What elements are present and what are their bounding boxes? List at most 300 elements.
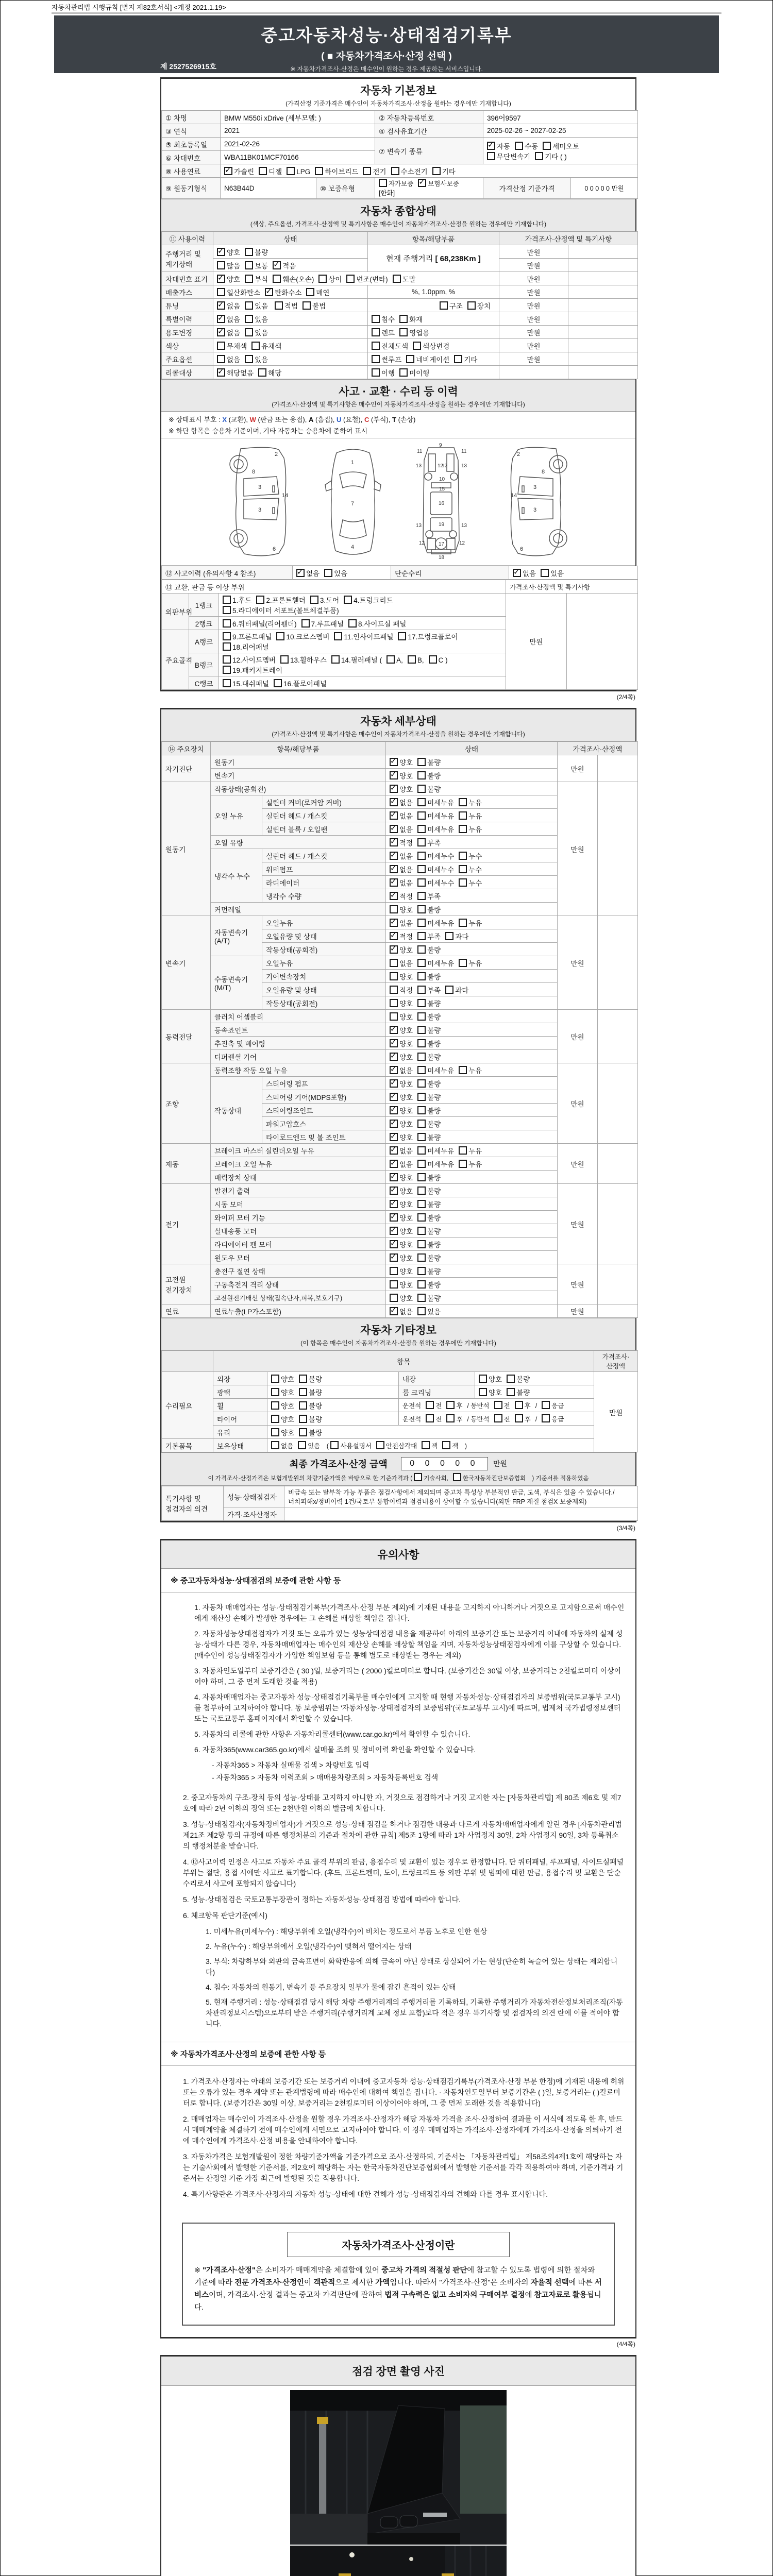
checkbox-unchecked[interactable]	[535, 152, 543, 160]
checkbox-unchecked[interactable]	[223, 679, 231, 687]
checkbox-checked[interactable]	[390, 1307, 398, 1315]
checkbox-checked[interactable]	[217, 248, 225, 256]
checkbox-unchecked[interactable]	[417, 1093, 426, 1101]
table-cell: 동력전달	[162, 1010, 211, 1063]
checkbox-unchecked[interactable]	[417, 905, 426, 913]
checkbox-unchecked[interactable]	[417, 1280, 426, 1289]
checkbox-unchecked[interactable]	[223, 596, 231, 604]
checkbox-checked[interactable]	[390, 825, 398, 833]
checkbox-unchecked[interactable]	[446, 1414, 455, 1422]
table-cell: 2랭크	[189, 617, 219, 630]
notice-criteria: 3. 부식: 차량하부와 외판의 금속표면이 화학반응에 의해 금속이 아닌 상태로 상실되어 가는 현상(단순히 녹슬어 있는 상태는 제외합니다)	[206, 1957, 618, 1976]
fuel-checks	[221, 164, 638, 178]
table-cell: 수리필요	[162, 1372, 213, 1439]
checkbox-unchecked[interactable]	[271, 1388, 279, 1396]
checkbox-unchecked[interactable]	[245, 328, 253, 336]
checkbox-checked[interactable]	[217, 328, 225, 336]
checkbox-unchecked[interactable]	[459, 1066, 467, 1074]
checkbox-label: 1.후드	[232, 597, 252, 604]
inspection-photos	[161, 2386, 635, 2576]
checkbox-checked[interactable]	[217, 275, 225, 283]
text-segment: 에 참고할 수 있도록 법령에 의한 절차와 기준에 따라	[194, 2266, 595, 2287]
checkbox-checked[interactable]	[513, 569, 521, 577]
checkbox-unchecked[interactable]	[310, 596, 318, 604]
checkbox-checked[interactable]	[390, 1053, 398, 1061]
checkbox-label: 미이행	[409, 369, 430, 377]
checkbox-unchecked[interactable]	[417, 1120, 426, 1128]
checkbox-option	[273, 274, 314, 284]
checkbox-unchecked[interactable]	[417, 1026, 426, 1034]
checkbox-unchecked[interactable]	[372, 342, 380, 350]
checkbox-checked[interactable]	[390, 878, 398, 887]
checkbox-checked[interactable]	[390, 785, 398, 793]
checkbox-checked[interactable]	[217, 368, 225, 377]
checkbox-unchecked[interactable]	[390, 905, 398, 913]
checkbox-unchecked[interactable]	[417, 1227, 426, 1235]
checkbox-unchecked[interactable]	[445, 986, 453, 994]
table-header-cell: 항목/해당부품	[368, 232, 499, 245]
checkbox-option	[535, 1402, 537, 1410]
checkbox-unchecked[interactable]	[417, 1253, 426, 1262]
price-survey-select: ( ■ 자동차가격조사·산정 선택 )	[321, 51, 452, 62]
checkbox-unchecked[interactable]	[442, 1441, 450, 1449]
checkbox-checked[interactable]	[390, 1213, 398, 1222]
model-year-value: 2021	[221, 124, 375, 138]
checkbox-unchecked[interactable]	[372, 315, 380, 323]
checkbox-label: 불량	[427, 1120, 441, 1128]
checkbox-label: 적정	[399, 986, 413, 994]
checkbox-unchecked[interactable]	[399, 368, 408, 377]
checkbox-label: 누유	[468, 1066, 482, 1075]
checkbox-unchecked[interactable]	[306, 288, 314, 296]
checkbox-unchecked[interactable]	[298, 1441, 306, 1449]
svg-text:11: 11	[461, 449, 467, 454]
checkbox-label: 19.패키지트레이	[232, 667, 283, 674]
checkbox-unchecked[interactable]	[299, 1388, 307, 1396]
checkbox-label: 무채색	[227, 342, 247, 350]
checkbox-label: 부족	[427, 839, 441, 847]
checkbox-unchecked[interactable]	[494, 1401, 502, 1409]
svg-text:12: 12	[442, 463, 448, 469]
table-cell	[399, 1399, 594, 1412]
checkbox-unchecked[interactable]	[417, 811, 426, 820]
checkbox-unchecked[interactable]	[372, 355, 380, 363]
checkbox-checked[interactable]	[390, 758, 398, 766]
checkbox-unchecked[interactable]	[459, 959, 467, 967]
checkbox-unchecked[interactable]	[223, 666, 231, 674]
checkbox-unchecked[interactable]	[417, 1160, 426, 1168]
checkbox-unchecked[interactable]	[459, 811, 467, 820]
checkbox-option	[245, 327, 268, 337]
checkbox-option	[390, 1025, 413, 1035]
checkbox-unchecked[interactable]	[417, 1307, 426, 1315]
checkbox-checked[interactable]	[390, 865, 398, 873]
checkbox-unchecked[interactable]	[494, 1414, 502, 1422]
checkbox-unchecked[interactable]	[390, 959, 398, 967]
checkbox-unchecked[interactable]	[417, 1267, 426, 1275]
checkbox-unchecked[interactable]	[417, 1146, 426, 1155]
checkbox-checked[interactable]	[390, 1039, 398, 1047]
checkbox-unchecked[interactable]	[217, 355, 225, 363]
checkbox-unchecked[interactable]	[417, 945, 426, 954]
checkbox-unchecked[interactable]	[271, 1375, 279, 1383]
checkbox-checked[interactable]	[390, 1120, 398, 1128]
checkbox-checked[interactable]	[390, 838, 398, 846]
checkbox-unchecked[interactable]	[417, 999, 426, 1007]
checkbox-unchecked[interactable]	[217, 261, 225, 269]
checkbox-unchecked[interactable]	[299, 1401, 307, 1410]
checkbox-checked[interactable]	[390, 932, 398, 940]
checkbox-unchecked[interactable]	[245, 248, 253, 256]
checkbox-checked[interactable]	[265, 288, 273, 296]
checkbox-checked[interactable]	[390, 1187, 398, 1195]
checkbox-unchecked[interactable]	[422, 1441, 430, 1449]
checkbox-unchecked[interactable]	[223, 655, 231, 664]
emission-values: %, 1.0ppm, %	[368, 285, 499, 299]
checkbox-unchecked[interactable]	[459, 1146, 467, 1155]
checkbox-unchecked[interactable]	[417, 785, 426, 793]
checkbox-unchecked[interactable]	[417, 771, 426, 779]
checkbox-unchecked[interactable]	[417, 1213, 426, 1222]
checkbox-unchecked[interactable]	[324, 569, 332, 577]
checkbox-label: 불량	[427, 973, 441, 981]
checkbox-checked[interactable]	[217, 315, 225, 323]
checkbox-checked[interactable]	[390, 798, 398, 806]
checkbox-unchecked[interactable]	[417, 919, 426, 927]
checkbox-checked[interactable]	[390, 1240, 398, 1248]
table-cell	[568, 299, 638, 312]
checkbox-checked[interactable]	[217, 301, 225, 310]
checkbox-unchecked[interactable]	[459, 852, 467, 860]
checkbox-unchecked[interactable]	[276, 632, 284, 640]
checkbox-unchecked[interactable]	[417, 1187, 426, 1195]
checkbox-unchecked[interactable]	[417, 1133, 426, 1141]
checkbox-checked[interactable]	[390, 852, 398, 860]
page-1	[160, 77, 636, 2576]
checkbox-checked[interactable]	[390, 1093, 398, 1101]
checkbox-label: 불량	[309, 1429, 323, 1437]
checkbox-unchecked[interactable]	[417, 838, 426, 846]
odometer-value: 현재 주행거리 [ 68,238Km ]	[368, 245, 499, 272]
checkbox-unchecked[interactable]	[245, 355, 253, 363]
checkbox-label: 무단변속기	[497, 152, 531, 161]
checkbox-label: 14.필러패널 (	[341, 656, 382, 664]
table-cell	[386, 1104, 558, 1117]
checkbox-unchecked[interactable]	[417, 1066, 426, 1074]
final-price-unit: 만원	[493, 1460, 508, 1468]
checkbox-unchecked[interactable]	[344, 596, 352, 604]
checkbox-unchecked[interactable]	[217, 288, 225, 296]
checkbox-unchecked[interactable]	[417, 825, 426, 833]
checkbox-unchecked[interactable]	[390, 1267, 398, 1275]
checkbox-unchecked[interactable]	[223, 606, 231, 614]
checkbox-option	[417, 1172, 441, 1182]
checkbox-unchecked[interactable]	[251, 342, 260, 350]
checkbox-unchecked[interactable]	[245, 301, 253, 310]
checkbox-checked[interactable]	[273, 261, 281, 269]
checkbox-unchecked[interactable]	[274, 679, 282, 687]
table-cell	[213, 285, 368, 299]
checkbox-unchecked[interactable]	[315, 167, 323, 175]
checkbox-option	[217, 260, 240, 270]
checkbox-unchecked[interactable]	[398, 632, 406, 640]
checkbox-unchecked[interactable]	[331, 655, 340, 664]
checkbox-label: 4.트렁크리드	[354, 597, 393, 604]
checkbox-unchecked[interactable]	[515, 1401, 523, 1409]
checkbox-option	[390, 1306, 413, 1316]
checkbox-unchecked[interactable]	[372, 328, 380, 336]
price-survey-info-box	[182, 2223, 615, 2326]
checkbox-unchecked[interactable]	[487, 152, 495, 160]
checkbox-unchecked[interactable]	[299, 1415, 307, 1423]
checkbox-unchecked[interactable]	[271, 1401, 279, 1410]
checkbox-label: 없음	[227, 302, 241, 310]
overall-condition-table	[161, 231, 638, 379]
table-cell: 외판부위	[162, 594, 189, 630]
table-cell: 만원	[499, 339, 568, 352]
checkbox-unchecked[interactable]	[417, 758, 426, 766]
checkbox-unchecked[interactable]	[390, 972, 398, 980]
checkbox-unchecked[interactable]	[479, 1375, 487, 1383]
checkbox-unchecked[interactable]	[417, 1079, 426, 1088]
checkbox-unchecked[interactable]	[390, 1012, 398, 1021]
checkbox-unchecked[interactable]	[245, 275, 253, 283]
checkbox-unchecked[interactable]	[479, 1388, 487, 1396]
checkbox-unchecked[interactable]	[299, 1428, 307, 1436]
checkbox-unchecked[interactable]	[273, 275, 281, 283]
checkbox-label: 네비게이션	[416, 355, 450, 364]
checkbox-label: 없음	[399, 1066, 413, 1075]
checkbox-unchecked[interactable]	[467, 301, 476, 310]
checkbox-unchecked[interactable]	[417, 1012, 426, 1021]
checkbox-checked[interactable]	[390, 1133, 398, 1141]
checkbox-unchecked[interactable]	[245, 261, 253, 269]
checkbox-option	[390, 1252, 413, 1263]
checkbox-unchecked[interactable]	[417, 1294, 426, 1302]
checkbox-unchecked[interactable]	[399, 315, 408, 323]
table-cell	[386, 1211, 558, 1224]
checkbox-unchecked[interactable]	[330, 1441, 339, 1449]
table-cell: 시동 모터	[211, 1197, 386, 1211]
checkbox-label: 전기	[373, 167, 386, 176]
checkbox-unchecked[interactable]	[417, 798, 426, 806]
checkbox-checked[interactable]	[418, 179, 426, 187]
checkbox-checked[interactable]	[390, 1200, 398, 1208]
table-cell: 작동상태	[211, 1077, 262, 1144]
checkbox-label: 불량	[255, 248, 268, 257]
checkbox-option	[417, 1011, 441, 1022]
checkbox-unchecked[interactable]	[459, 919, 467, 927]
inspection-period-value: 2025-02-26 ~ 2027-02-25	[483, 124, 638, 138]
checkbox-unchecked[interactable]	[426, 1401, 434, 1409]
checkbox-label: 잭	[452, 1442, 459, 1450]
checkbox-unchecked[interactable]	[275, 301, 283, 310]
checkbox-unchecked[interactable]	[245, 315, 253, 323]
checkbox-unchecked[interactable]	[454, 355, 462, 363]
checkbox-label: 불량	[427, 1214, 441, 1222]
checkbox-unchecked[interactable]	[334, 632, 342, 640]
checkbox-label: 양호	[489, 1375, 502, 1383]
checkbox-checked[interactable]	[390, 771, 398, 779]
checkbox-checked[interactable]	[390, 1173, 398, 1181]
checkbox-unchecked[interactable]	[453, 1473, 461, 1481]
checkbox-unchecked[interactable]	[390, 986, 398, 994]
checkbox-unchecked[interactable]	[271, 1441, 279, 1449]
checkbox-unchecked[interactable]	[390, 1294, 398, 1302]
checkbox-label: 썬루프	[381, 355, 402, 364]
checkbox-unchecked[interactable]	[271, 1428, 279, 1436]
notice-item: 3. 자동차인도일부터 보증기간은 ( 30 )일, 보증거리는 ( 2000 )킬로미터로 합니다. (보증기간은 30일 이상, 보증거리는 2천킬로미터 이상이어야 하며, 그 중 먼저 도래한 것을 적용)	[194, 1667, 621, 1686]
table-cell	[386, 996, 558, 1010]
checkbox-unchecked[interactable]	[507, 1375, 515, 1383]
checkbox-checked[interactable]	[390, 1106, 398, 1114]
checkbox-checked[interactable]	[390, 919, 398, 927]
checkbox-label: 양호	[399, 1040, 413, 1048]
checkbox-unchecked[interactable]	[379, 179, 387, 187]
checkbox-unchecked[interactable]	[287, 167, 295, 175]
checkbox-unchecked[interactable]	[390, 999, 398, 1007]
checkbox-unchecked[interactable]	[301, 619, 310, 628]
checkbox-unchecked[interactable]	[393, 275, 401, 283]
checkbox-unchecked[interactable]	[543, 142, 551, 150]
checkbox-unchecked[interactable]	[459, 798, 467, 806]
checkbox-unchecked[interactable]	[515, 142, 523, 150]
checkbox-checked[interactable]	[390, 1026, 398, 1034]
checkbox-unchecked[interactable]	[414, 1473, 422, 1481]
checkbox-checked[interactable]	[390, 1146, 398, 1155]
checkbox-unchecked[interactable]	[417, 878, 426, 887]
checkbox-unchecked[interactable]	[417, 959, 426, 967]
checkbox-unchecked[interactable]	[445, 932, 453, 940]
checkbox-label: 자동	[497, 142, 511, 150]
checkbox-unchecked[interactable]	[318, 275, 327, 283]
table-header-cell: 항목	[213, 1351, 594, 1372]
checkbox-checked[interactable]	[390, 1079, 398, 1088]
checkbox-checked[interactable]	[487, 142, 495, 150]
checkbox-unchecked[interactable]	[299, 1375, 307, 1383]
checkbox-unchecked[interactable]	[417, 892, 426, 900]
checkbox-unchecked[interactable]	[446, 1401, 455, 1409]
checkbox-unchecked[interactable]	[432, 167, 441, 175]
checkbox-unchecked[interactable]	[417, 1053, 426, 1061]
checkbox-unchecked[interactable]	[426, 1414, 434, 1422]
checkbox-unchecked[interactable]	[346, 275, 355, 283]
checkbox-unchecked[interactable]	[376, 1441, 384, 1449]
checkbox-label: 해당없음	[227, 369, 254, 377]
checkbox-unchecked[interactable]	[399, 328, 408, 336]
checkbox-unchecked[interactable]	[417, 986, 426, 994]
checkbox-unchecked[interactable]	[542, 1414, 550, 1422]
checkbox-unchecked[interactable]	[363, 167, 371, 175]
report-header	[54, 15, 719, 73]
checkbox-unchecked[interactable]	[303, 301, 311, 310]
checkbox-unchecked[interactable]	[417, 852, 426, 860]
checkbox-checked[interactable]	[390, 945, 398, 954]
checkbox-unchecked[interactable]	[280, 655, 289, 664]
checkbox-unchecked[interactable]	[386, 655, 395, 664]
checkbox-unchecked[interactable]	[223, 619, 231, 628]
checkbox-option	[245, 274, 268, 284]
checkbox-label: 훼손(오손)	[282, 275, 314, 283]
checkbox-label: 양호	[399, 1227, 413, 1235]
checkbox-unchecked[interactable]	[440, 301, 448, 310]
checkbox-unchecked[interactable]	[372, 368, 380, 377]
checkbox-unchecked[interactable]	[429, 655, 437, 664]
checkbox-option	[223, 631, 272, 641]
checkbox-unchecked[interactable]	[459, 1160, 467, 1168]
checkbox-checked[interactable]	[224, 167, 232, 175]
checkbox-unchecked[interactable]	[348, 619, 357, 628]
checkbox-unchecked[interactable]	[390, 1280, 398, 1289]
table-cell: 윈도우 모터	[211, 1251, 386, 1264]
checkbox-unchecked[interactable]	[408, 655, 416, 664]
checkbox-label: 많음	[227, 262, 241, 270]
checkbox-unchecked[interactable]	[417, 972, 426, 980]
checkbox-checked[interactable]	[390, 1227, 398, 1235]
table-cell: ⑦ 변속기 종류	[375, 138, 483, 164]
checkbox-unchecked[interactable]	[541, 569, 549, 577]
checkbox-option	[391, 166, 428, 176]
checkbox-unchecked[interactable]	[223, 642, 231, 651]
checkbox-unchecked[interactable]	[413, 342, 421, 350]
table-cell: 배출가스	[162, 285, 213, 299]
checkbox-unchecked[interactable]	[459, 865, 467, 873]
checkbox-checked[interactable]	[296, 569, 305, 577]
checkbox-unchecked[interactable]	[417, 1173, 426, 1181]
notice-item: 1. 가격조사·산정자는 아래의 보증기간 또는 보증거리 이내에 중고자동차 성능·상태점검기록부(가격조사·산정 부분 한정)에 기재된 내용에 허위 또는 오류가 있는 경우 계약 또는 관계법령에 따라 매수인에 대하여 책임을 집니다. · 자동차인도일부터 보증기간은 ( )일, 보증거리는 ( )킬로미터로 합니다. (보증기간은 30일 이상, 보증거리는 2천킬로미터 이상이어야 하며, 그 중 먼저 도래한 것을 적용합니다)	[183, 2077, 625, 2107]
checkbox-unchecked[interactable]	[223, 632, 231, 640]
checkbox-unchecked[interactable]	[417, 1106, 426, 1114]
checkbox-checked[interactable]	[390, 811, 398, 820]
checkbox-unchecked[interactable]	[417, 1039, 426, 1047]
checkbox-unchecked[interactable]	[507, 1388, 515, 1396]
report-title: 중고자동차성능·상태점검기록부	[261, 26, 512, 45]
checkbox-unchecked[interactable]	[417, 1240, 426, 1248]
checkbox-unchecked[interactable]	[258, 368, 266, 377]
checkbox-option	[390, 985, 413, 995]
checkbox-unchecked[interactable]	[417, 865, 426, 873]
checkbox-unchecked[interactable]	[391, 167, 399, 175]
checkbox-checked[interactable]	[390, 1253, 398, 1262]
checkbox-unchecked[interactable]	[271, 1415, 279, 1423]
checkbox-option	[390, 1212, 413, 1223]
checkbox-label: 불량	[427, 1187, 441, 1195]
checkbox-label: 운전석	[402, 1415, 422, 1423]
checkbox-unchecked[interactable]	[256, 596, 264, 604]
checkbox-checked[interactable]	[390, 892, 398, 900]
checkbox-unchecked[interactable]	[515, 1414, 523, 1422]
checkbox-label: 누유	[468, 959, 482, 968]
checkbox-label: 불량	[309, 1415, 323, 1423]
checkbox-checked[interactable]	[390, 1160, 398, 1168]
checkbox-option	[426, 1401, 442, 1410]
table-cell	[386, 1117, 558, 1130]
checkbox-unchecked[interactable]	[459, 825, 467, 833]
checkbox-label: 양호	[399, 1080, 413, 1088]
checkbox-unchecked[interactable]	[217, 342, 225, 350]
checkbox-option	[223, 641, 269, 652]
table-cell: A랭크	[189, 630, 219, 653]
checkbox-unchecked[interactable]	[417, 1200, 426, 1208]
checkbox-option	[487, 141, 510, 151]
checkbox-checked[interactable]	[390, 1066, 398, 1074]
checkbox-unchecked[interactable]	[542, 1401, 550, 1409]
svg-text:6: 6	[520, 546, 524, 552]
checkbox-unchecked[interactable]	[459, 878, 467, 887]
checkbox-unchecked[interactable]	[259, 167, 267, 175]
checkbox-unchecked[interactable]	[406, 355, 414, 363]
checkbox-unchecked[interactable]	[417, 932, 426, 940]
